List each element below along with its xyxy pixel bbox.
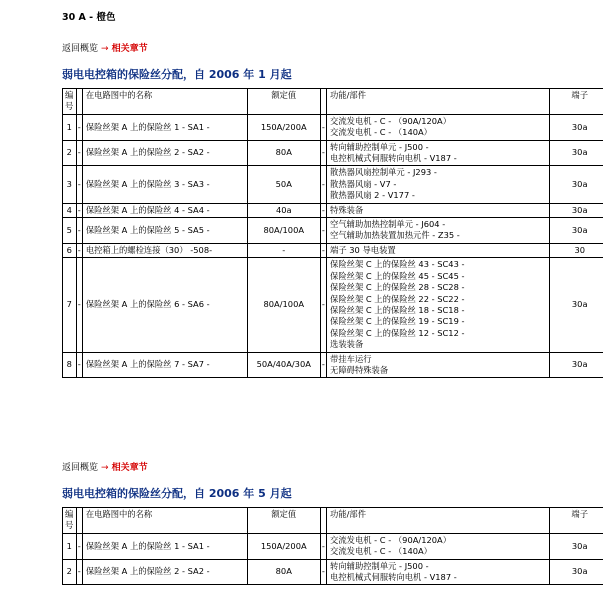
table-header-row — [63, 89, 603, 115]
terminal: 30a — [550, 352, 603, 378]
fuse-table — [62, 88, 603, 378]
fuse-functions — [327, 533, 550, 559]
table-row — [63, 203, 603, 217]
fuse-functions — [327, 559, 550, 585]
row-dash: - — [320, 243, 326, 257]
table-row — [63, 114, 603, 140]
arrow-icon: → — [101, 44, 109, 54]
fuse-functions — [327, 258, 550, 352]
fuse-rating: 40a — [247, 203, 320, 217]
column-header-no: 编号 — [63, 89, 77, 115]
row-dash: - — [320, 559, 326, 585]
function-item: 保险丝架 C 上的保险丝 45 - SC45 - — [330, 270, 465, 281]
row-dash: - — [76, 258, 82, 352]
terminal: 30a — [550, 166, 603, 203]
function-item: 端子 30 导电装置 — [330, 244, 396, 255]
fuse-rating: - — [247, 243, 320, 257]
row-number: 7 — [63, 258, 77, 352]
function-item: 特殊装备 — [330, 204, 364, 215]
function-item: 带挂车运行 — [330, 353, 372, 364]
fuse-name: 保险丝架 A 上的保险丝 7 - SA7 - — [82, 352, 247, 378]
function-item: 电控机械式伺服转向电机 - V187 - — [330, 572, 457, 583]
back-to-overview-link[interactable]: 返回概览 — [62, 44, 99, 54]
function-item: 保险丝架 C 上的保险丝 28 - SC28 - — [330, 282, 465, 293]
column-header-rating: 额定值 — [247, 89, 320, 115]
row-dash: - — [76, 533, 82, 559]
table-row — [63, 218, 603, 244]
column-header-name: 在电路图中的名称 — [82, 89, 247, 115]
column-header-terminal: 端子 — [550, 508, 603, 534]
table-header-row — [63, 508, 603, 534]
function-item: 电控机械式伺服转向电机 - V187 - — [330, 153, 457, 164]
row-number: 4 — [63, 203, 77, 217]
table-row — [63, 559, 603, 585]
related-sections-link[interactable]: 相关章节 — [111, 44, 148, 54]
function-item: 散热器风扇 2 - V177 - — [330, 190, 415, 201]
row-dash: - — [76, 114, 82, 140]
column-header-name: 在电路图中的名称 — [82, 508, 247, 534]
function-item: 交流发电机 - C - （140A） — [330, 127, 432, 138]
fuse-name: 保险丝架 A 上的保险丝 6 - SA6 - — [82, 258, 247, 352]
table-row — [63, 243, 603, 257]
terminal: 30a — [550, 218, 603, 244]
function-item: 保险丝架 C 上的保险丝 19 - SC19 - — [330, 316, 465, 327]
section-title: 弱电电控箱的保险丝分配，自 2006 年 1 月起 — [62, 68, 292, 81]
section-title: 弱电电控箱的保险丝分配，自 2006 年 5 月起 — [62, 487, 292, 500]
terminal: 30a — [550, 533, 603, 559]
fuse-functions — [327, 243, 550, 257]
row-number: 2 — [63, 559, 77, 585]
fuse-rating: 50A — [247, 166, 320, 203]
fuse-name: 保险丝架 A 上的保险丝 1 - SA1 - — [82, 533, 247, 559]
section-nav — [62, 460, 148, 473]
function-item: 转向辅助控制单元 - J500 - — [330, 560, 429, 571]
function-item: 转向辅助控制单元 - J500 - — [330, 141, 429, 152]
row-number: 1 — [63, 114, 77, 140]
terminal: 30a — [550, 559, 603, 585]
back-to-overview-link[interactable]: 返回概览 — [62, 463, 99, 473]
fuse-rating: 150A/200A — [247, 114, 320, 140]
function-item: 散热器风扇控制单元 - J293 - — [330, 167, 437, 178]
function-item: 保险丝架 C 上的保险丝 22 - SC22 - — [330, 293, 465, 304]
terminal: 30a — [550, 140, 603, 166]
table-row — [63, 166, 603, 203]
row-dash: - — [320, 533, 326, 559]
table-row — [63, 352, 603, 378]
row-number: 3 — [63, 166, 77, 203]
column-header-function: 功能/部件 — [327, 508, 550, 534]
column-header-rating: 额定值 — [247, 508, 320, 534]
fuse-name: 保险丝架 A 上的保险丝 4 - SA4 - — [82, 203, 247, 217]
fuse-functions — [327, 140, 550, 166]
fuse-functions — [327, 218, 550, 244]
row-number: 5 — [63, 218, 77, 244]
fuse-functions — [327, 114, 550, 140]
terminal: 30 — [550, 243, 603, 257]
fuse-name: 电控箱上的螺栓连接（30） -508- — [82, 243, 247, 257]
fuse-name: 保险丝架 A 上的保险丝 2 - SA2 - — [82, 140, 247, 166]
row-dash: - — [76, 166, 82, 203]
function-item: 空气辅助加热控制单元 - J604 - — [330, 219, 446, 230]
fuse-rating: 80A/100A — [247, 258, 320, 352]
terminal: 30a — [550, 258, 603, 352]
row-dash: - — [320, 258, 326, 352]
row-dash: - — [320, 114, 326, 140]
function-item: 保险丝架 C 上的保险丝 43 - SC43 - — [330, 259, 465, 270]
row-dash: - — [76, 559, 82, 585]
row-dash: - — [76, 243, 82, 257]
row-number: 8 — [63, 352, 77, 378]
section-nav — [62, 41, 148, 54]
function-item: 交流发电机 - C - （140A） — [330, 546, 432, 557]
row-dash: - — [320, 166, 326, 203]
row-number: 1 — [63, 533, 77, 559]
row-dash: - — [320, 352, 326, 378]
row-dash: - — [76, 203, 82, 217]
fuse-functions — [327, 203, 550, 217]
row-dash: - — [76, 140, 82, 166]
fuse-rating: 80A — [247, 559, 320, 585]
fuse-name: 保险丝架 A 上的保险丝 1 - SA1 - — [82, 114, 247, 140]
row-dash: - — [320, 140, 326, 166]
row-dash: - — [320, 218, 326, 244]
function-item: 保险丝架 C 上的保险丝 18 - SC18 - — [330, 304, 465, 315]
row-dash: - — [76, 352, 82, 378]
page-header-title: 30 A - 橙色 — [62, 12, 116, 23]
function-item: 保险丝架 C 上的保险丝 12 - SC12 - — [330, 327, 465, 338]
fuse-name: 保险丝架 A 上的保险丝 2 - SA2 - — [82, 559, 247, 585]
fuse-rating: 50A/40A/30A — [247, 352, 320, 378]
table-row — [63, 533, 603, 559]
fuse-rating: 80A/100A — [247, 218, 320, 244]
row-number: 2 — [63, 140, 77, 166]
function-item: 空气辅助加热装置加热元件 - Z35 - — [330, 230, 460, 241]
function-item: 选装装备 — [330, 339, 364, 350]
row-number: 6 — [63, 243, 77, 257]
related-sections-link[interactable]: 相关章节 — [111, 463, 148, 473]
column-header-terminal: 端子 — [550, 89, 603, 115]
function-item: 散热器风扇 - V7 - — [330, 178, 397, 189]
function-item: 无障碍特殊装备 — [330, 364, 389, 375]
fuse-name: 保险丝架 A 上的保险丝 3 - SA3 - — [82, 166, 247, 203]
row-dash: - — [320, 203, 326, 217]
terminal: 30a — [550, 114, 603, 140]
column-header-no: 编号 — [63, 508, 77, 534]
fuse-functions — [327, 352, 550, 378]
table-row — [63, 140, 603, 166]
arrow-icon: → — [101, 463, 109, 473]
function-item: 交流发电机 - C - （90A/120A） — [330, 115, 451, 126]
function-item: 交流发电机 - C - （90A/120A） — [330, 534, 451, 545]
row-dash: - — [76, 218, 82, 244]
fuse-rating: 80A — [247, 140, 320, 166]
terminal: 30a — [550, 203, 603, 217]
fuse-rating: 150A/200A — [247, 533, 320, 559]
column-header-function: 功能/部件 — [327, 89, 550, 115]
fuse-name: 保险丝架 A 上的保险丝 5 - SA5 - — [82, 218, 247, 244]
fuse-functions — [327, 166, 550, 203]
table-row — [63, 258, 603, 352]
fuse-table — [62, 507, 603, 585]
